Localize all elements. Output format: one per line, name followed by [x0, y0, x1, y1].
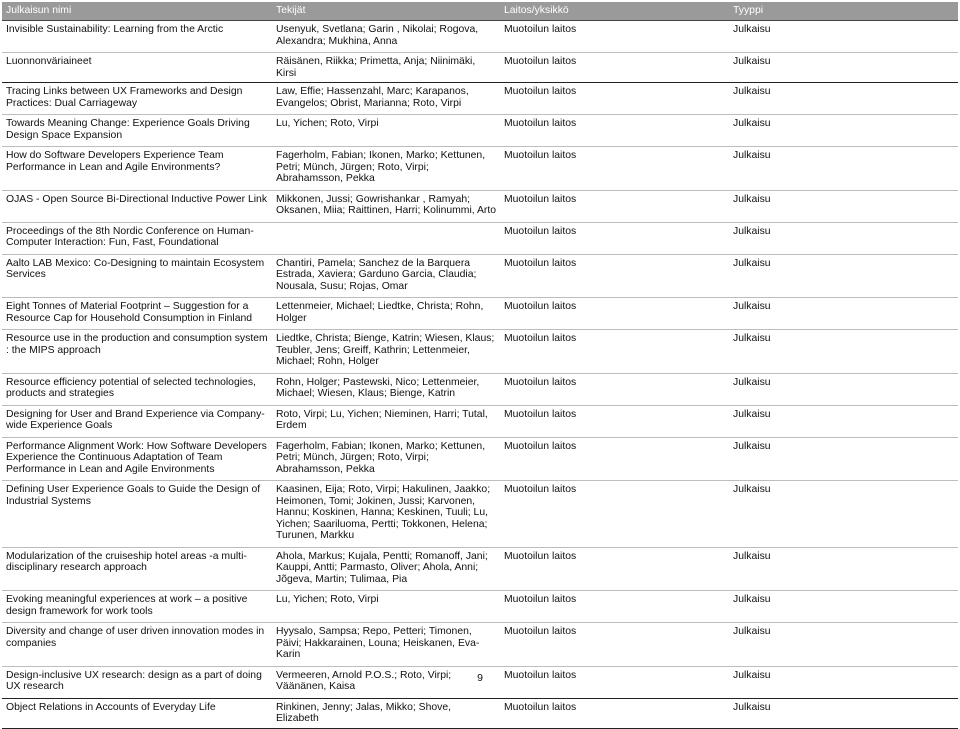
cell-authors: Usenyuk, Svetlana; Garin , Nikolai; Rogova, Alexandra; Mukhina, Anna [272, 21, 500, 53]
cell-unit: Muotoilun laitos [500, 437, 729, 481]
cell-type: Julkaisu [729, 298, 958, 330]
cell-type: Julkaisu [729, 481, 958, 548]
header-type: Tyyppi [729, 2, 958, 21]
cell-authors: Rohn, Holger; Pastewski, Nico; Lettenmeier, Michael; Wiesen, Klaus; Bienge, Katrin [272, 373, 500, 405]
table-row [2, 21, 958, 53]
cell-title: Tracing Links between UX Frameworks and Design Practices: Dual Carriageway [2, 83, 272, 115]
cell-unit: Muotoilun laitos [500, 115, 729, 147]
table-row [2, 623, 958, 667]
table-row [2, 83, 958, 115]
cell-authors: Mikkonen, Jussi; Gowrishankar , Ramyah; Oksanen, Miia; Raittinen, Harri; Kolinummi, Arto [272, 190, 500, 222]
cell-title: Eight Tonnes of Material Footprint – Suggestion for a Resource Cap for Household Consumption in Finland [2, 298, 272, 330]
cell-authors: Lu, Yichen; Roto, Virpi [272, 591, 500, 623]
cell-unit: Muotoilun laitos [500, 698, 729, 728]
cell-authors: Roto, Virpi; Lu, Yichen; Nieminen, Harri; Tutal, Erdem [272, 405, 500, 437]
cell-type: Julkaisu [729, 373, 958, 405]
cell-authors: Rinkinen, Jenny; Jalas, Mikko; Shove, Elizabeth [272, 698, 500, 728]
cell-unit: Muotoilun laitos [500, 373, 729, 405]
table-row [2, 254, 958, 298]
table-row [2, 698, 958, 728]
cell-unit: Muotoilun laitos [500, 222, 729, 254]
cell-unit: Muotoilun laitos [500, 298, 729, 330]
cell-title: Design-inclusive UX research: design as a part of doing UX research [2, 666, 272, 698]
cell-type: Julkaisu [729, 666, 958, 698]
cell-authors: Chantiri, Pamela; Sanchez de la Barquera Estrada, Xaviera; Garduno Garcia, Claudia; Nousala, Susu; Rojas, Omar [272, 254, 500, 298]
publications-table [2, 2, 958, 729]
cell-type: Julkaisu [729, 698, 958, 728]
cell-type: Julkaisu [729, 21, 958, 53]
cell-type: Julkaisu [729, 437, 958, 481]
cell-title: Resource efficiency potential of selected technologies, products and strategies [2, 373, 272, 405]
table-row [2, 373, 958, 405]
cell-authors: Fagerholm, Fabian; Ikonen, Marko; Kettunen, Petri; Münch, Jürgen; Roto, Virpi; Abrahamsson, Pekka [272, 147, 500, 191]
cell-title: Luonnonväriaineet [2, 53, 272, 83]
cell-unit: Muotoilun laitos [500, 666, 729, 698]
cell-type: Julkaisu [729, 405, 958, 437]
cell-title: Invisible Sustainability: Learning from the Arctic [2, 21, 272, 53]
cell-authors: Vermeeren, Arnold P.O.S.; Roto, Virpi; Väänänen, Kaisa [272, 666, 500, 698]
cell-authors: Law, Effie; Hassenzahl, Marc; Karapanos, Evangelos; Obrist, Marianna; Roto, Virpi [272, 83, 500, 115]
cell-type: Julkaisu [729, 53, 958, 83]
cell-unit: Muotoilun laitos [500, 83, 729, 115]
cell-type: Julkaisu [729, 254, 958, 298]
cell-unit: Muotoilun laitos [500, 405, 729, 437]
cell-type: Julkaisu [729, 547, 958, 591]
cell-authors [272, 222, 500, 254]
table-row [2, 405, 958, 437]
cell-unit: Muotoilun laitos [500, 254, 729, 298]
header-unit: Laitos/yksikkö [500, 2, 729, 21]
cell-title: Towards Meaning Change: Experience Goals Driving Design Space Expansion [2, 115, 272, 147]
cell-title: Proceedings of the 8th Nordic Conference on Human-Computer Interaction: Fun, Fast, Foundational [2, 222, 272, 254]
cell-unit: Muotoilun laitos [500, 21, 729, 53]
cell-type: Julkaisu [729, 623, 958, 667]
table-row [2, 190, 958, 222]
table-row [2, 53, 958, 83]
table-header-row [2, 2, 958, 21]
cell-unit: Muotoilun laitos [500, 330, 729, 374]
cell-authors: Hyysalo, Sampsa; Repo, Petteri; Timonen, Päivi; Hakkarainen, Louna; Heiskanen, Eva-Karin [272, 623, 500, 667]
cell-authors: Liedtke, Christa; Bienge, Katrin; Wiesen, Klaus; Teubler, Jens; Greiff, Kathrin; Lettenmeier, Michael; Rohn, Holger [272, 330, 500, 374]
table-row [2, 222, 958, 254]
table-row [2, 330, 958, 374]
table-row [2, 547, 958, 591]
cell-unit: Muotoilun laitos [500, 53, 729, 83]
cell-unit: Muotoilun laitos [500, 591, 729, 623]
cell-unit: Muotoilun laitos [500, 190, 729, 222]
cell-title: OJAS - Open Source Bi-Directional Inductive Power Link [2, 190, 272, 222]
cell-title: Modularization of the cruiseship hotel areas -a multi-disciplinary research approach [2, 547, 272, 591]
cell-type: Julkaisu [729, 222, 958, 254]
cell-title: Object Relations in Accounts of Everyday Life [2, 698, 272, 728]
cell-title: Aalto LAB Mexico: Co-Designing to maintain Ecosystem Services [2, 254, 272, 298]
cell-type: Julkaisu [729, 115, 958, 147]
cell-authors: Lu, Yichen; Roto, Virpi [272, 115, 500, 147]
cell-type: Julkaisu [729, 83, 958, 115]
table-row [2, 298, 958, 330]
table-row [2, 481, 958, 548]
table-row [2, 437, 958, 481]
table-row [2, 115, 958, 147]
table-row [2, 147, 958, 191]
cell-type: Julkaisu [729, 591, 958, 623]
table-row [2, 591, 958, 623]
header-authors: Tekijät [272, 2, 500, 21]
cell-authors: Fagerholm, Fabian; Ikonen, Marko; Kettunen, Petri; Münch, Jürgen; Roto, Virpi; Abrahamsson, Pekka [272, 437, 500, 481]
cell-title: Resource use in the production and consumption system : the MIPS approach [2, 330, 272, 374]
cell-title: Designing for User and Brand Experience via Company-wide Experience Goals [2, 405, 272, 437]
cell-unit: Muotoilun laitos [500, 147, 729, 191]
cell-type: Julkaisu [729, 190, 958, 222]
cell-authors: Räisänen, Riikka; Primetta, Anja; Niinimäki, Kirsi [272, 53, 500, 83]
cell-title: Diversity and change of user driven innovation modes in companies [2, 623, 272, 667]
cell-title: Defining User Experience Goals to Guide the Design of Industrial Systems [2, 481, 272, 548]
cell-authors: Ahola, Markus; Kujala, Pentti; Romanoff, Jani; Kauppi, Antti; Parmasto, Oliver; Ahola, Anni; Jõgeva, Martin; Tulimaa, Pia [272, 547, 500, 591]
cell-unit: Muotoilun laitos [500, 481, 729, 548]
cell-unit: Muotoilun laitos [500, 547, 729, 591]
cell-authors: Lettenmeier, Michael; Liedtke, Christa; Rohn, Holger [272, 298, 500, 330]
cell-title: Performance Alignment Work: How Software Developers Experience the Continuous Adaptation of Team Performance in Lean and Agile Environments [2, 437, 272, 481]
header-title: Julkaisun nimi [2, 2, 272, 21]
cell-authors: Kaasinen, Eija; Roto, Virpi; Hakulinen, Jaakko; Heimonen, Tomi; Jokinen, Jussi; Karvonen, Hannu; Koskinen, Hanna; Keskinen, Tuuli; Lu, Yichen; Saariluoma, Pertti; Tokkonen, Helena; Turunen, Markku [272, 481, 500, 548]
cell-type: Julkaisu [729, 147, 958, 191]
cell-title: How do Software Developers Experience Team Performance in Lean and Agile Environments? [2, 147, 272, 191]
page-number: 9 [477, 672, 483, 684]
cell-unit: Muotoilun laitos [500, 623, 729, 667]
cell-title: Evoking meaningful experiences at work – a positive design framework for work tools [2, 591, 272, 623]
cell-type: Julkaisu [729, 330, 958, 374]
